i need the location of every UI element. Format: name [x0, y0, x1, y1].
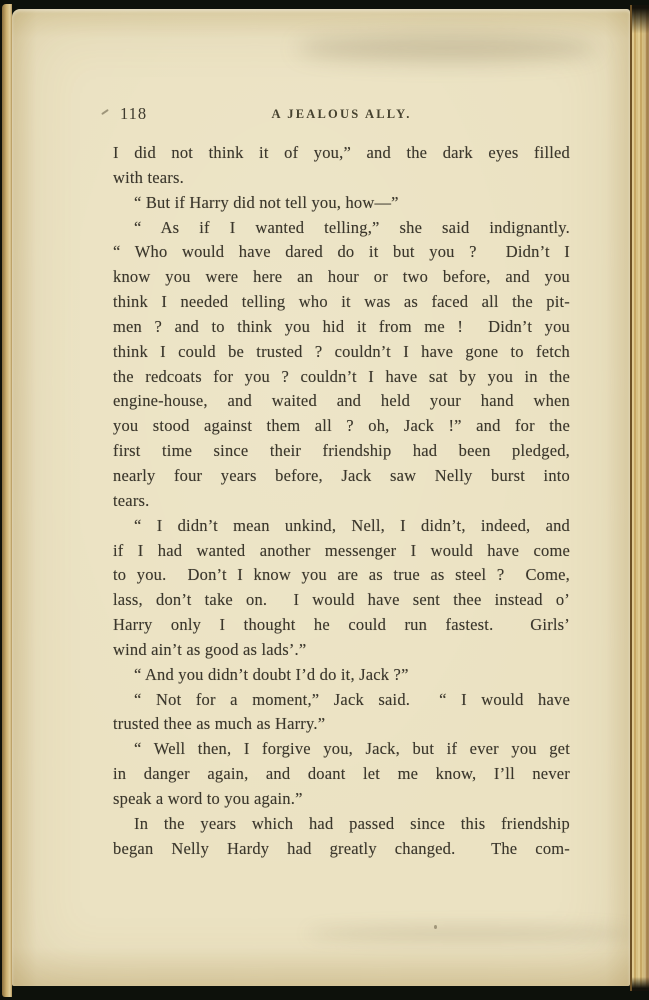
text-line: “ As if I wanted telling,” she said indignantly. — [134, 217, 570, 237]
text-line: I did not think it of you,” and the dark eyes filled — [113, 143, 570, 162]
text-line: “ I didn’t mean unkind, Nell, I didn’t, indeed, and — [134, 515, 570, 535]
scan-speck — [434, 925, 437, 929]
text-line: lass, don’t take on. I would have sent thee instead o’ — [113, 590, 570, 610]
text-line: think I needed telling who it was as faced all the pit- — [113, 292, 570, 312]
left-page-edge — [2, 4, 12, 997]
text-line: “ Not for a moment,” Jack said. “ I would have — [134, 689, 570, 709]
text-line: with tears. — [113, 167, 184, 187]
fore-edge-page-stack — [630, 5, 649, 991]
scan-speck — [101, 109, 109, 115]
text-line: “ And you didn’t doubt I’d do it, Jack ?” — [134, 664, 409, 684]
page-text-block — [113, 141, 570, 861]
text-line: nearly four years before, Jack saw Nelly burst into — [113, 465, 570, 485]
paper-shadow-bottom — [307, 927, 637, 940]
page-number: 118 — [120, 104, 148, 123]
text-line: engine-house, and waited and held your hand when — [113, 391, 570, 411]
text-line: if I had wanted another messenger I would have come — [113, 540, 570, 560]
text-line: in danger again, and doant let me know, I’ll never — [113, 764, 570, 784]
text-line: tears. — [113, 490, 150, 510]
text-line: know you were here an hour or two before, and you — [113, 267, 570, 287]
text-line: men ? and to think you hid it from me ! Didn’t you — [113, 316, 570, 336]
text-line: began Nelly Hardy had greatly changed. The com- — [113, 838, 570, 858]
text-line: think I could be trusted ? couldn’t I have gone to fetch — [113, 341, 570, 361]
running-header — [113, 104, 570, 126]
book-page — [12, 9, 630, 986]
text-line: speak a word to you again.” — [113, 788, 303, 808]
paper-shadow-top — [297, 35, 597, 61]
text-line: “ Who would have dared do it but you ? Didn’t I — [113, 242, 570, 262]
text-line: you stood against them all ? oh, Jack !” and for the — [113, 416, 570, 436]
text-line: the redcoats for you ? couldn’t I have sat by you in the — [113, 366, 570, 386]
text-line: In the years which had passed since this friendship — [134, 813, 570, 833]
running-title: A JEALOUS ALLY. — [271, 107, 412, 121]
text-line: first time since their friendship had been pledged, — [113, 441, 570, 461]
text-line: “ But if Harry did not tell you, how—” — [134, 192, 399, 212]
text-line: to you. Don’t I know you are as true as steel ? Come, — [113, 565, 570, 585]
text-line: trusted thee as much as Harry.” — [113, 714, 326, 734]
text-line: Harry only I thought he could run fastest. Girls’ — [113, 615, 570, 635]
text-line: “ Well then, I forgive you, Jack, but if ever you get — [134, 739, 570, 759]
text-line: wind ain’t as good as lads’.” — [113, 639, 307, 659]
